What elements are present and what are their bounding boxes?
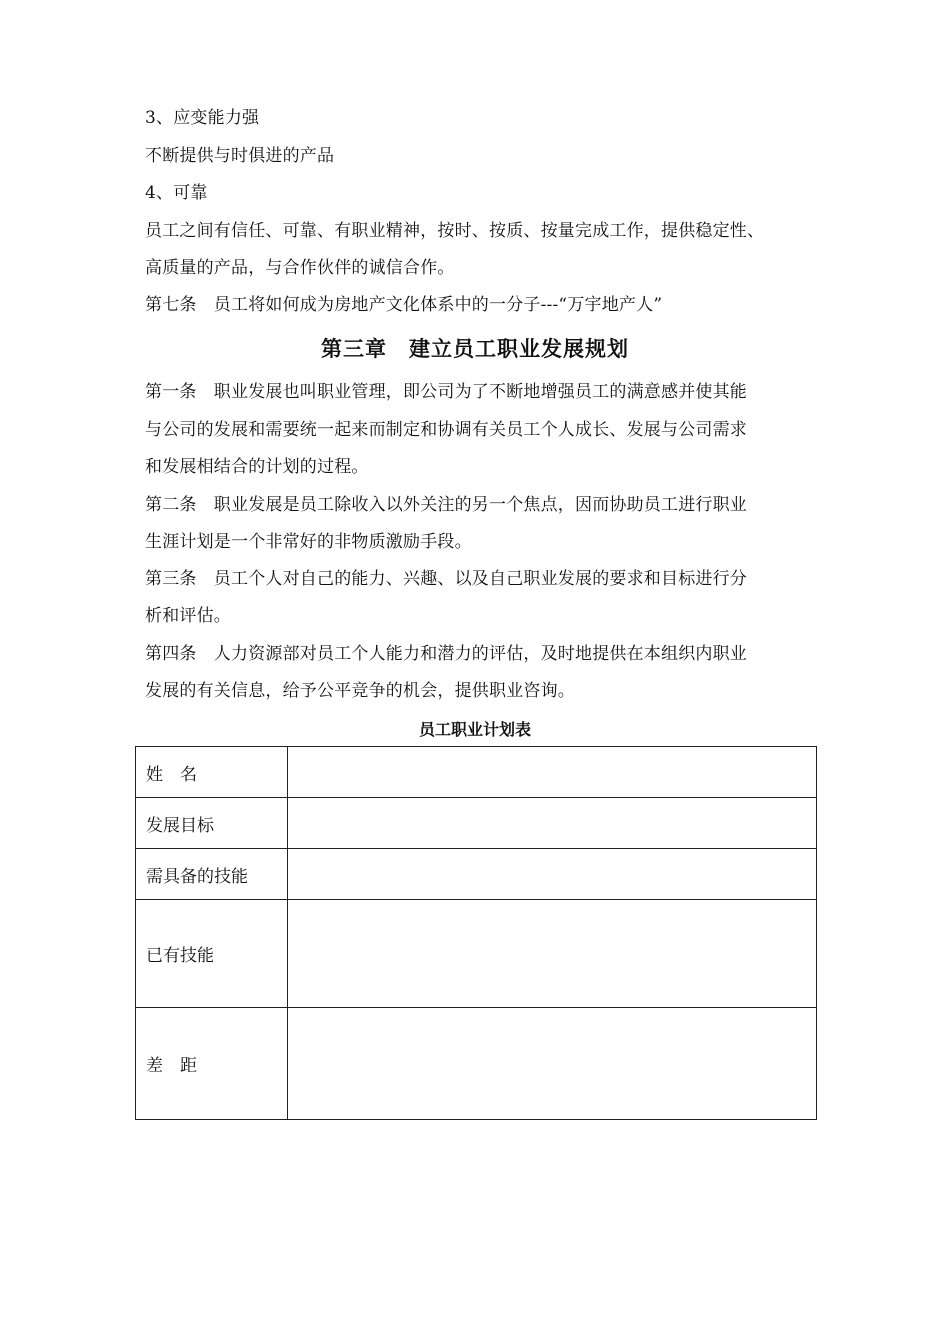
row-value-name [288,747,817,798]
table-row [136,1008,817,1120]
article-line: 第四条 人力资源部对员工个人能力和潜力的评估，及时地提供在本组织内职业 [145,644,747,664]
paragraph-line: 第七条 员工将如何成为房地产文化体系中的一分子---“万宇地产人” [145,295,663,315]
paragraph-line: 4、可靠 [145,183,208,203]
article-line: 生涯计划是一个非常好的非物质激励手段。 [145,532,472,552]
row-label-gap: 差 距 [136,1008,288,1120]
row-label-existing-skills: 已有技能 [136,900,288,1008]
row-value-development-goal [288,798,817,849]
table-row [136,798,817,849]
article-line: 第二条 职业发展是员工除收入以外关注的另一个焦点，因而协助员工进行职业 [145,495,747,515]
article-line: 第一条 职业发展也叫职业管理，即公司为了不断地增强员工的满意感并使其能 [145,382,747,402]
paragraph-line: 员工之间有信任、可靠、有职业精神，按时、按质、按量完成工作，提供稳定性、 [145,221,765,241]
article-line: 析和评估。 [145,606,231,626]
paragraph-line: 高质量的产品，与合作伙伴的诚信合作。 [145,258,455,278]
chapter-title: 第三章 建立员工职业发展规划 [321,337,629,361]
table-row [136,849,817,900]
row-label-development-goal: 发展目标 [136,798,288,849]
table-caption: 员工职业计划表 [418,720,531,739]
table-row [136,747,817,798]
career-plan-table [135,746,817,1120]
table-row [136,900,817,1008]
article-line: 和发展相结合的计划的过程。 [145,457,369,477]
article-line: 第三条 员工个人对自己的能力、兴趣、以及自己职业发展的要求和目标进行分 [145,569,747,589]
paragraph-line: 3、应变能力强 [145,108,260,128]
article-line: 与公司的发展和需要统一起来而制定和协调有关员工个人成长、发展与公司需求 [145,420,747,440]
row-value-gap [288,1008,817,1120]
row-value-required-skills [288,849,817,900]
row-value-existing-skills [288,900,817,1008]
row-label-name: 姓 名 [136,747,288,798]
article-line: 发展的有关信息，给予公平竞争的机会，提供职业咨询。 [145,681,575,701]
paragraph-line: 不断提供与时俱进的产品 [145,146,335,166]
row-label-required-skills: 需具备的技能 [136,849,288,900]
